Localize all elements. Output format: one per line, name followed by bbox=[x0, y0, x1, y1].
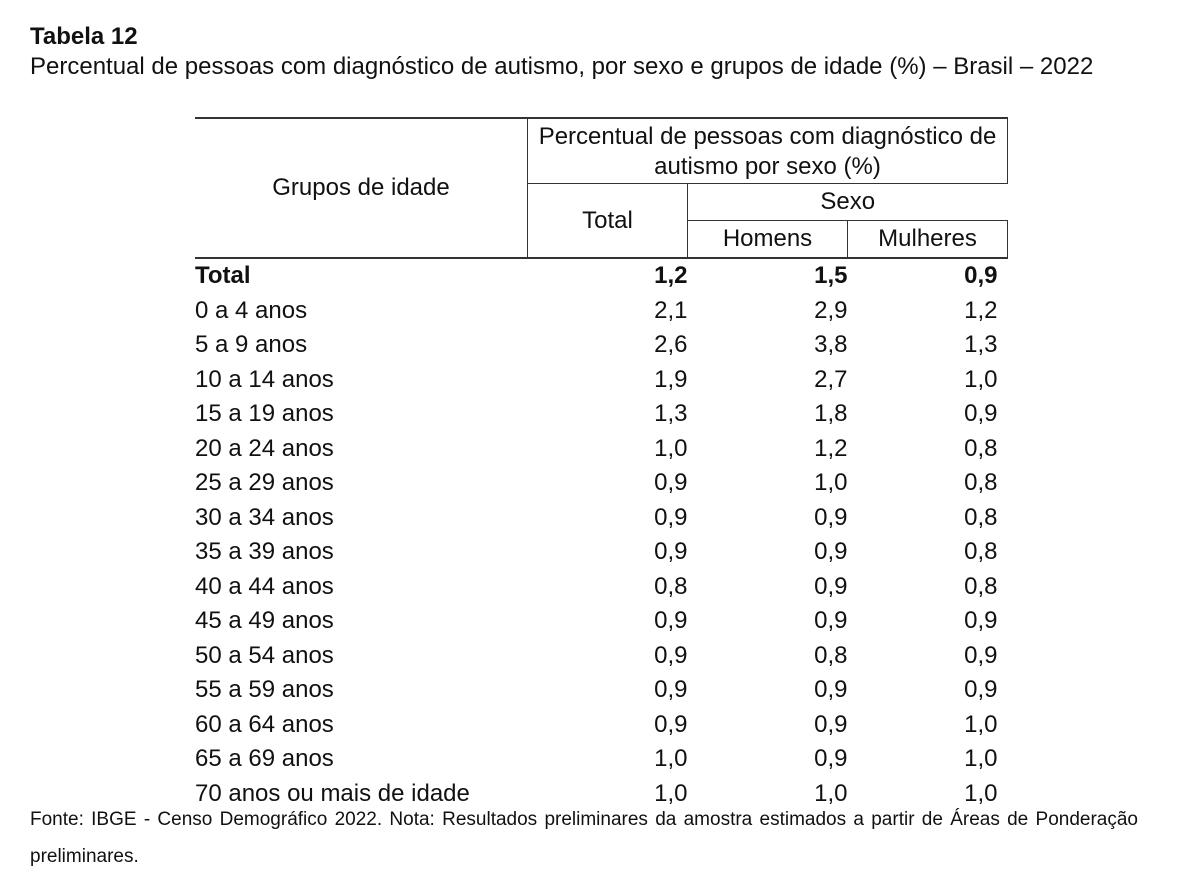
table-row bbox=[195, 570, 1008, 605]
cell-men: 1,2 bbox=[814, 434, 848, 462]
cell-age-group: 50 a 54 anos bbox=[195, 641, 334, 669]
table-body bbox=[195, 258, 1008, 811]
table-row bbox=[195, 466, 1008, 501]
cell-women: 0,8 bbox=[964, 434, 998, 462]
cell-total: 0,9 bbox=[654, 538, 688, 566]
cell-age-group: 45 a 49 anos bbox=[195, 607, 334, 635]
table-row bbox=[195, 708, 1008, 743]
cell-men: 0,9 bbox=[814, 538, 848, 566]
cell-age-group: 65 a 69 anos bbox=[195, 745, 334, 773]
cell-age-group: 30 a 34 anos bbox=[195, 503, 334, 531]
cell-men: 0,9 bbox=[814, 745, 848, 773]
table-title-block bbox=[30, 22, 1170, 82]
cell-men: 3,8 bbox=[814, 331, 848, 359]
cell-women: 0,9 bbox=[964, 676, 998, 704]
cell-men: 2,9 bbox=[814, 296, 848, 324]
cell-men: 1,0 bbox=[814, 469, 848, 497]
cell-age-group: 10 a 14 anos bbox=[195, 365, 334, 393]
table-caption: Percentual de pessoas com diagnóstico de autismo, por sexo e grupos de idade (%) – Brasil – 2022 bbox=[30, 53, 1094, 80]
cell-age-group: 40 a 44 anos bbox=[195, 572, 334, 600]
cell-women: 0,9 bbox=[964, 262, 998, 290]
cell-total: 1,0 bbox=[654, 434, 688, 462]
cell-women: 0,8 bbox=[964, 538, 998, 566]
header-main: Percentual de pessoas com diagnóstico de autismo por sexo (%) bbox=[528, 118, 1008, 184]
cell-men: 0,8 bbox=[814, 641, 848, 669]
header-women: Mulheres bbox=[848, 221, 1008, 259]
cell-men: 0,9 bbox=[814, 710, 848, 738]
cell-total: 2,6 bbox=[654, 331, 688, 359]
cell-total: 1,9 bbox=[654, 365, 688, 393]
cell-age-group: 60 a 64 anos bbox=[195, 710, 334, 738]
cell-men: 1,0 bbox=[814, 779, 848, 807]
cell-total: 0,9 bbox=[654, 710, 688, 738]
cell-men: 0,9 bbox=[814, 572, 848, 600]
header-men: Homens bbox=[688, 221, 848, 259]
cell-men: 2,7 bbox=[814, 365, 848, 393]
cell-total: 0,9 bbox=[654, 641, 688, 669]
cell-women: 1,0 bbox=[964, 745, 998, 773]
cell-women: 0,9 bbox=[964, 641, 998, 669]
cell-age-group: 20 a 24 anos bbox=[195, 434, 334, 462]
header-total: Total bbox=[528, 184, 688, 259]
cell-total: 1,0 bbox=[654, 779, 688, 807]
cell-men: 1,5 bbox=[814, 262, 848, 290]
autism-table bbox=[195, 117, 1008, 811]
table-row bbox=[195, 363, 1008, 398]
cell-women: 0,9 bbox=[964, 400, 998, 428]
table-row bbox=[195, 673, 1008, 708]
cell-men: 1,8 bbox=[814, 400, 848, 428]
cell-age-group: 5 a 9 anos bbox=[195, 331, 308, 359]
table-row bbox=[195, 501, 1008, 536]
cell-women: 0,8 bbox=[964, 503, 998, 531]
table-row bbox=[195, 258, 1008, 294]
cell-women: 1,0 bbox=[964, 779, 998, 807]
table-row bbox=[195, 742, 1008, 777]
cell-total: 1,2 bbox=[654, 262, 688, 290]
cell-women: 1,0 bbox=[964, 710, 998, 738]
cell-total: 0,9 bbox=[654, 676, 688, 704]
cell-total: 0,9 bbox=[654, 503, 688, 531]
cell-age-group: 15 a 19 anos bbox=[195, 400, 334, 428]
cell-total: 1,3 bbox=[654, 400, 688, 428]
cell-women: 0,8 bbox=[964, 469, 998, 497]
cell-men: 0,9 bbox=[814, 676, 848, 704]
table-row bbox=[195, 432, 1008, 467]
cell-women: 1,2 bbox=[964, 296, 998, 324]
cell-women: 0,9 bbox=[964, 607, 998, 635]
table-row bbox=[195, 397, 1008, 432]
cell-total: 2,1 bbox=[654, 296, 688, 324]
cell-age-group: 70 anos ou mais de idade bbox=[195, 779, 470, 807]
cell-age-group: 0 a 4 anos bbox=[195, 296, 308, 324]
cell-age-group: 25 a 29 anos bbox=[195, 469, 334, 497]
cell-age-group: 35 a 39 anos bbox=[195, 538, 334, 566]
table-row bbox=[195, 328, 1008, 363]
table-header bbox=[195, 118, 1008, 258]
table-row bbox=[195, 294, 1008, 329]
cell-total: 1,0 bbox=[654, 745, 688, 773]
cell-total: 0,9 bbox=[654, 469, 688, 497]
cell-total: 0,9 bbox=[654, 607, 688, 635]
cell-men: 0,9 bbox=[814, 607, 848, 635]
cell-women: 1,0 bbox=[964, 365, 998, 393]
cell-women: 0,8 bbox=[964, 572, 998, 600]
table-row bbox=[195, 535, 1008, 570]
table-row bbox=[195, 639, 1008, 674]
source-footnote: Fonte: IBGE - Censo Demográfico 2022. Nota: Resultados preliminares da amostra estimados a partir de Áreas de Ponderação preliminares. bbox=[30, 809, 1138, 867]
table-number: Tabela 12 bbox=[30, 23, 138, 50]
cell-men: 0,9 bbox=[814, 503, 848, 531]
header-sex: Sexo bbox=[688, 184, 1008, 221]
header-age-groups: Grupos de idade bbox=[195, 118, 528, 258]
cell-age-group: 55 a 59 anos bbox=[195, 676, 334, 704]
cell-age-group: Total bbox=[195, 262, 251, 290]
cell-total: 0,8 bbox=[654, 572, 688, 600]
table-row bbox=[195, 604, 1008, 639]
cell-women: 1,3 bbox=[964, 331, 998, 359]
